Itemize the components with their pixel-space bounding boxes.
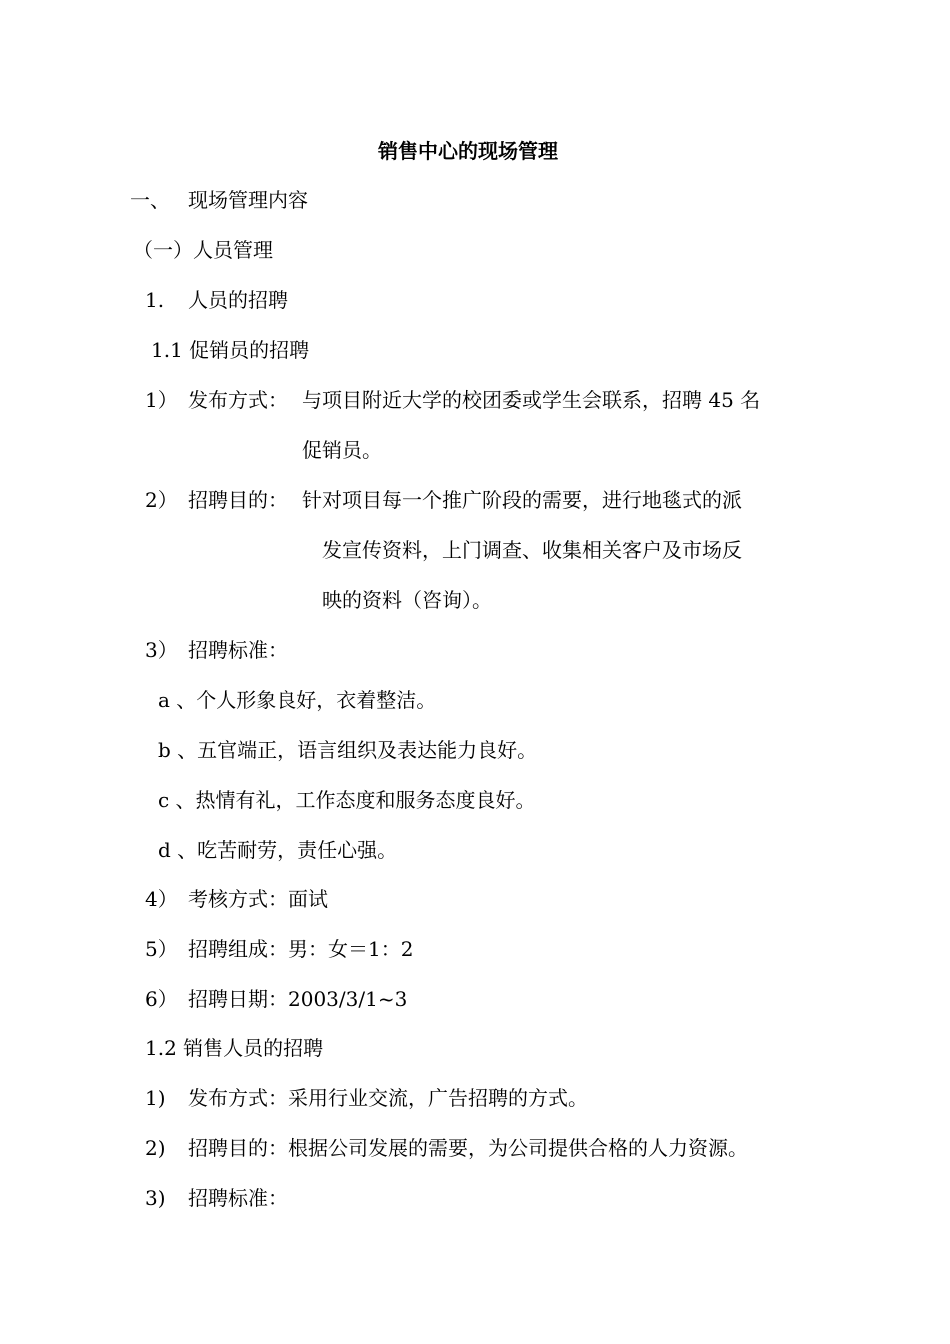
list-item-text: 与项目附近大学的校团委或学生会联系，招聘 45 名 (302, 388, 761, 412)
list-item-text: 促销员。 (302, 438, 382, 462)
list-item-text: 针对项目每一个推广阶段的需要，进行地毯式的派 (302, 488, 742, 512)
section-heading: 现场管理内容 (188, 188, 308, 212)
list-item-marker: 2） (145, 488, 178, 512)
subsection-heading: （一）人员管理 (133, 238, 273, 262)
list-item-marker: 6） (145, 987, 178, 1011)
standard-item: c 、热情有礼，工作态度和服务态度良好。 (158, 788, 536, 812)
sub-heading-1-2: 1.2 销售人员的招聘 (145, 1036, 324, 1060)
list-item-marker: 2) (145, 1136, 166, 1160)
standard-item: a 、个人形象良好，衣着整洁。 (158, 688, 437, 712)
list-item-marker: 5） (145, 937, 178, 961)
section-marker: 一、 (130, 188, 170, 212)
list-item-marker: 4） (145, 887, 178, 911)
list-item-text: 招聘组成：男：女＝1：2 (188, 937, 414, 961)
item-marker: 1. (145, 288, 165, 312)
list-item-text: 招聘标准： (188, 1186, 288, 1210)
list-item-text: 招聘目的：根据公司发展的需要，为公司提供合格的人力资源。 (188, 1136, 748, 1160)
list-item-marker: 1) (145, 1086, 166, 1110)
sub-heading-1-1: 1.1 促销员的招聘 (151, 338, 310, 362)
list-item-text: 映的资料（咨询）。 (322, 588, 492, 612)
list-item-text: 招聘日期：2003/3/1~3 (188, 987, 408, 1011)
document-title: 销售中心的现场管理 (378, 139, 558, 163)
standard-item: d 、吃苦耐劳，责任心强。 (158, 838, 398, 862)
list-item-label: 招聘标准： (188, 638, 288, 662)
list-item-marker: 1） (145, 388, 178, 412)
standard-item: b 、五官端正，语言组织及表达能力良好。 (158, 738, 538, 762)
list-item-text: 考核方式：面试 (188, 887, 328, 911)
list-item-marker: 3) (145, 1186, 166, 1210)
list-item-label: 发布方式： (188, 388, 288, 412)
list-item-label: 招聘目的： (188, 488, 288, 512)
list-item-marker: 3） (145, 638, 178, 662)
item-heading: 人员的招聘 (188, 288, 288, 312)
list-item-text: 发宣传资料，上门调查、收集相关客户及市场反 (322, 538, 742, 562)
list-item-text: 发布方式：采用行业交流，广告招聘的方式。 (188, 1086, 588, 1110)
